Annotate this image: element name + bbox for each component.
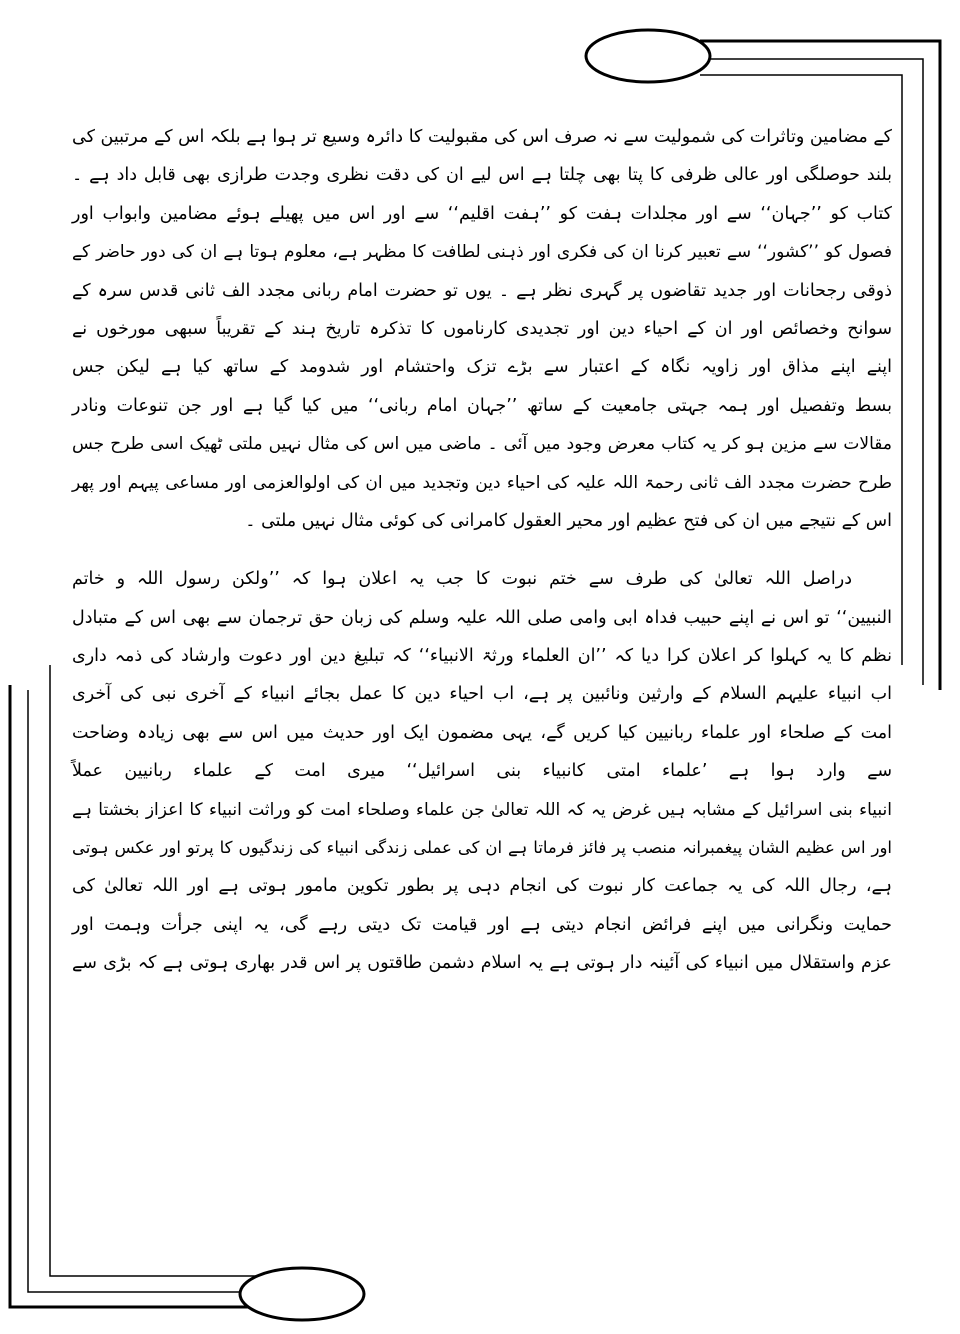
paragraph-2 <box>72 560 892 982</box>
text-line: فصول کو ’’کشور‘‘ سے تعبیر کرنا ان کی فکری اور ذہنی لطافت کا مظہر ہے، معلوم ہوتا ہے ان کی دور حاضر کے <box>72 242 892 263</box>
text-line: اور اس عظیم الشان پیغمبرانہ منصب پر فائز فرماتا ہے ان کی عملی زندگی انبیاء کی زندگیوں کا پرتو اور عکس ہوتی <box>72 838 892 858</box>
text-line: سے وارد ہوا ہے ’علماء امتی کانبیاء بنی اسرائیل‘‘ میری امت کے علماء ربانیین عملاً <box>72 761 892 782</box>
text-line: کتاب کو ’’جہان‘‘ سے اور مجلدات ہفت کو ’’ہفت اقلیم‘‘ سے اور اس میں پھیلے ہوئے مضامین وابواب اور <box>72 203 892 224</box>
top-oval-ornament <box>586 30 710 82</box>
text-line: انبیاء بنی اسرائیل کے مشابہ ہیں غرض یہ کہ اللہ تعالیٰ جن علماء وصلحاء امت کو وراثت انبیاء کا اعزاز بخشتا ہے <box>72 799 892 820</box>
text-line: بسط وتفصیل اور ہمہ جہتی جامعیت کے ساتھ ’’جہان امام ربانی‘‘ میں کیا گیا ہے اور جن تنوعات ونادر <box>72 395 892 416</box>
text-line: دراصل اللہ تعالیٰ کی طرف سے ختم نبوت کا جب یہ اعلان ہوا کہ ’’ولکن رسول اللہ و خاتم <box>72 569 852 590</box>
text-line: حمایت ونگرانی میں اپنے فرائض انجام دیتی ہے اور قیامت تک دیتی رہے گی، یہ اپنی جرأت وہمت اور <box>72 914 892 935</box>
text-line: اب انبیاء علیہم السلام کے وارثین ونائبین پر ہے، اب احیاء دین کا عمل بجائے انبیاء کے آخری نبی کی آخری <box>72 684 892 705</box>
text-line: سوانح وخصائص اور ان کے احیاء دین اور تجدیدی کارناموں کا تذکرہ تاریخ ہند کے تقریباً سبھی مورخوں نے <box>72 318 892 339</box>
bottom-oval-ornament <box>240 1268 364 1320</box>
text-line: طرح حضرت مجدد الف ثانی رحمۃ اللہ علیہ کی احیاء دین وتجدید میں ان کی اولوالعزمی اور مساعی پیہم اور پھر <box>72 472 892 493</box>
urdu-body-text <box>72 118 892 983</box>
text-line: امت کے صلحاء اور علماء ربانیین کیا کریں گے، یہی مضمون ایک اور حدیث میں اس سے بھی زیادہ وضاحت <box>72 722 892 743</box>
text-line: مقالات سے مزین ہو کر یہ کتاب معرض وجود میں آئی ۔ ماضی میں اس کی مثال نہیں ملتی ٹھیک اسی طرح جس <box>72 434 892 455</box>
text-line: اپنے اپنے مذاق اور زاویہ نگاہ کے اعتبار سے بڑے تزک واحتشام اور شدومد کے ساتھ کیا ہے لیکن جس <box>72 357 892 378</box>
text-line: النبیین‘‘ تو اس نے اپنے حبیب فداہ ابی وامی صلی اللہ علیہ وسلم کی زبان حق ترجمان سے بھی اس کے متبادل <box>72 607 892 628</box>
paragraph-1 <box>72 118 892 540</box>
text-line: ہے، رجال اللہ کی یہ جماعت کار نبوت کی انجام دہی پر بطور تکوین مامور ہوتی ہے اور اللہ تعالیٰ کی <box>72 876 892 897</box>
text-line: کے مضامین وتاثرات کی شمولیت سے نہ صرف اس کی مقبولیت کا دائرہ وسیع تر ہوا ہے بلکہ اس کے مرتبین کی <box>72 127 892 147</box>
text-line: ذوقی رجحانات اور جدید تقاضوں پر گہری نظر ہے ۔ یوں تو حضرت امام ربانی مجدد الف ثانی قدس سرہ کے <box>72 280 892 301</box>
text-line: بلند حوصلگی اور عالی ظرفی کا پتا بھی چلتا ہے اس لیے ان کی دقت نظری وجدت طرازی بھی قابل داد ہے ۔ <box>72 165 892 186</box>
text-line: نظم کا یہ کہلوا کر اعلان کرا دیا کہ ’’ان العلماء ورثۃ الانبیاء‘‘ کہ تبلیغ دین اور دعوت وارشاد کی ذمہ داری <box>72 646 892 667</box>
text-line: اس کے نتیجے میں ان کی فتح عظیم اور محیر العقول کامرانی کی کوئی مثال نہیں ملتی ۔ <box>245 510 892 531</box>
text-line: عزم واستقلال میں انبیاء کی آئینہ دار ہوتی ہے یہ اسلام دشمن طاقتوں پر اس قدر بھاری ہوتی ہے کہ بڑی سے <box>72 953 892 974</box>
